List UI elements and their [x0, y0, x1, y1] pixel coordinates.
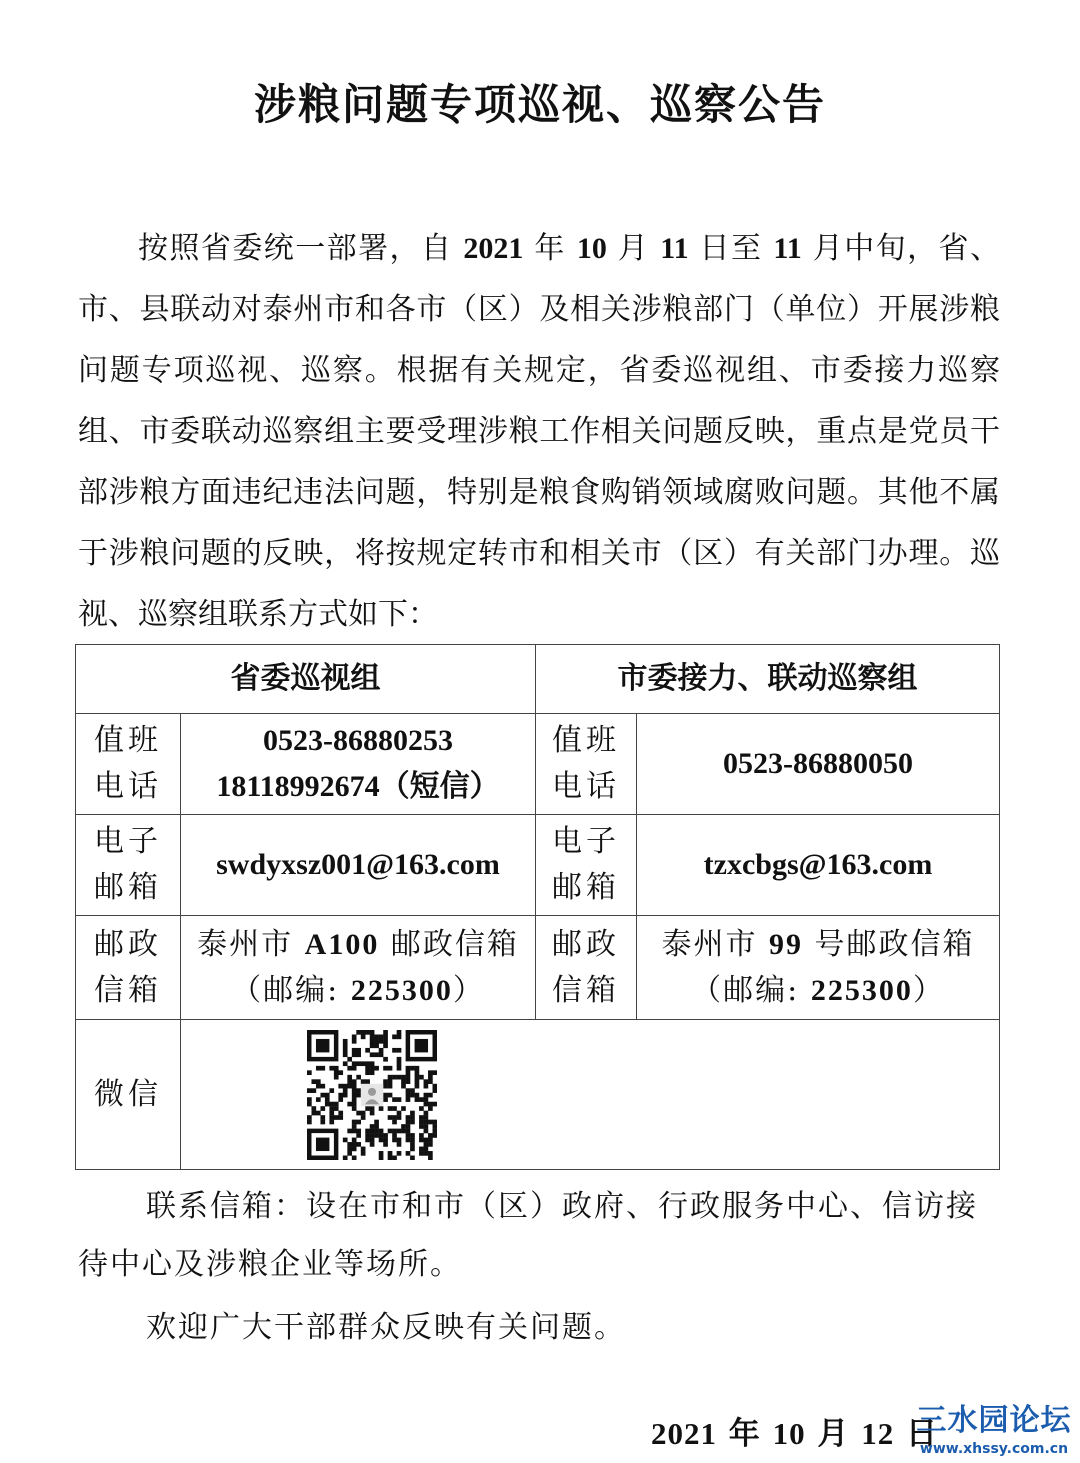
city-email: tzxcbgs@163.com — [637, 815, 1000, 916]
city-postbox: 泰州市 99 号邮政信箱 （邮编: 225300） — [637, 916, 1000, 1020]
page-title: 涉粮问题专项巡视、巡察公告 — [253, 80, 826, 129]
welcome-text: 欢迎广大干部群众反映有关问题。 — [146, 1310, 626, 1345]
label-wechat: 微信 — [76, 1020, 181, 1170]
provincial-phone: 0523-86880253 18118992674（短信） — [181, 714, 536, 815]
forum-watermark — [908, 1402, 1080, 1463]
intro-paragraph: 按照省委统一部署，自 2021 年 10 月 11 日至 11 月中旬，省、市、县联动对泰州市和各市（区）及相关涉粮部门（单位）开展涉粮问题专项巡视、巡察。根据有关规定，省委巡视组、市委接力巡察组、市委联动巡察组主要受理涉粮工作相关问题反映，重点是党员干部涉粮方面违纪违法问题，特别是粮食购销领域腐败问题。其他不属于涉粮问题的反映，将按规定转市和相关市（区）有关部门办理。巡视、巡察组联系方式如下： — [78, 231, 1000, 632]
watermark-name: 三水园论坛 — [916, 1403, 1072, 1438]
label-postbox: 邮政 信箱 — [536, 916, 637, 1020]
label-email: 电子 邮箱 — [76, 815, 181, 916]
label-email: 电子 邮箱 — [536, 815, 637, 916]
label-duty-phone: 值班 电话 — [536, 714, 637, 815]
contact-table — [75, 644, 1000, 1170]
label-postbox: 邮政 信箱 — [76, 916, 181, 1020]
qr-code-icon — [307, 1030, 437, 1160]
header-city-group: 市委接力、联动巡察组 — [536, 645, 1000, 714]
city-phone: 0523-86880050 — [637, 714, 1000, 815]
label-duty-phone: 值班 电话 — [76, 714, 181, 815]
table-row-email — [76, 815, 1000, 916]
table-header-row — [76, 645, 1000, 714]
watermark-url: www.xhssy.com.cn — [919, 1441, 1069, 1457]
table-row-wechat — [76, 1020, 1000, 1170]
mailbox-note: 联系信箱：设在市和市（区）政府、行政服务中心、信访接待中心及涉粮企业等场所。 — [78, 1189, 978, 1282]
publish-date: 2021 年 10 月 12 日 — [651, 1416, 938, 1452]
wechat-cell — [181, 1020, 1000, 1170]
table-row-postbox — [76, 916, 1000, 1020]
wechat-qr-code — [307, 1030, 437, 1160]
provincial-email: swdyxsz001@163.com — [181, 815, 536, 916]
header-provincial-group: 省委巡视组 — [76, 645, 536, 714]
table-row-phone — [76, 714, 1000, 815]
provincial-postbox: 泰州市 A100 邮政信箱 （邮编: 225300） — [181, 916, 536, 1020]
